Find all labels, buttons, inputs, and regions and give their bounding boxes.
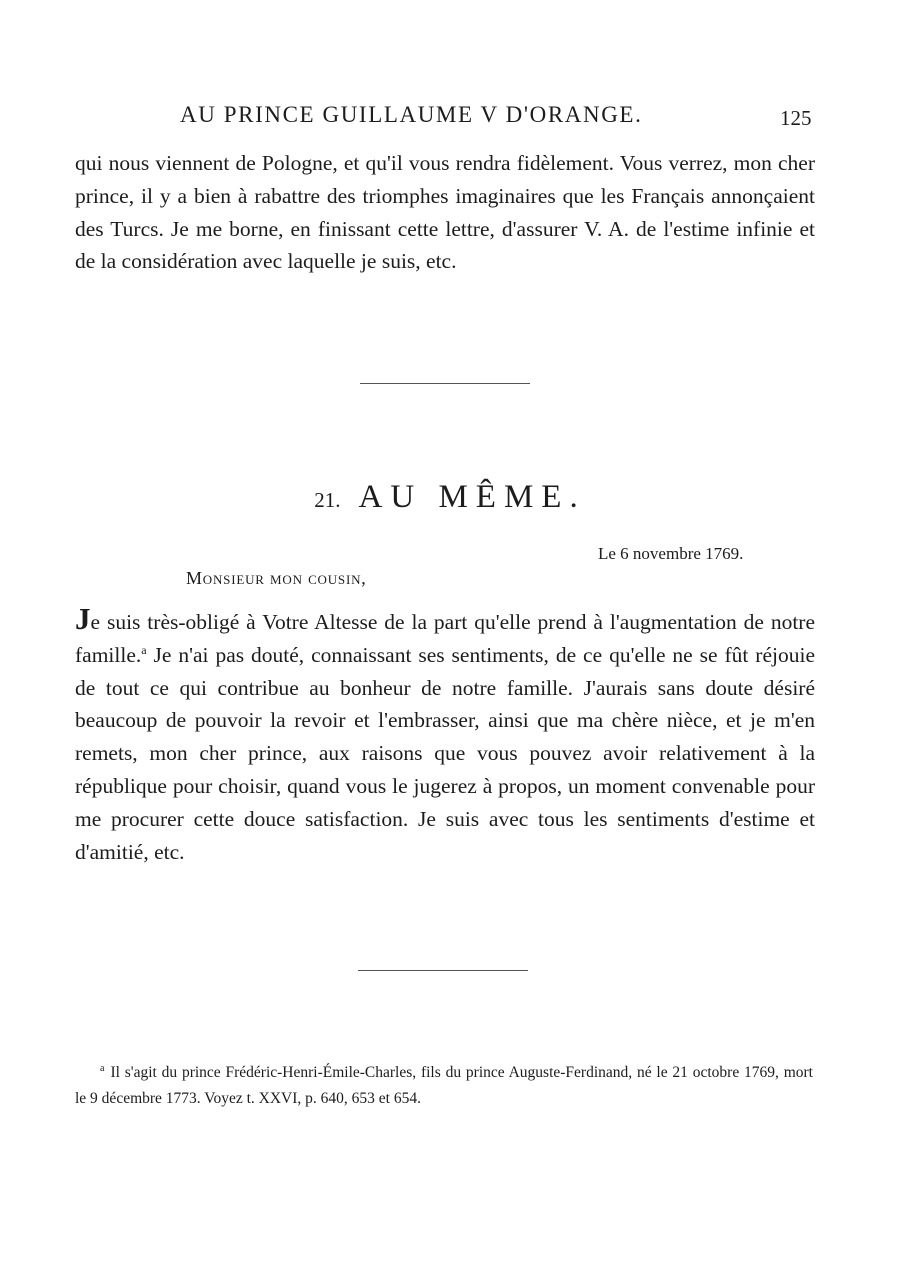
section-divider: [358, 970, 528, 971]
section-divider: [360, 383, 530, 384]
previous-letter-ending: qui nous viennent de Pologne, et qu'il vous rendra fidèlement. Vous verrez, mon cher prince, il y a bien à rabattre des triomphes imaginaires que les Français annonçaient des Turcs. Je me borne, en finissant cette lettre, d'assurer V. A. de l'estime infinie et de la considération avec laquelle je suis, etc.: [75, 151, 815, 274]
footnote: [75, 1056, 813, 1112]
footnote-marker: a: [100, 1063, 105, 1074]
page-number: 125: [780, 106, 812, 130]
letter-salutation: Monsieur mon cousin,: [186, 568, 367, 588]
letter-title: AU MÊME.: [358, 479, 586, 515]
footnote-reference[interactable]: a: [141, 642, 147, 657]
letter-heading: [0, 479, 900, 516]
letter-number: 21.: [314, 488, 341, 512]
letter-date: Le 6 novembre 1769.: [598, 544, 744, 563]
footnote-text: Il s'agit du prince Frédéric-Henri-Émile-Charles, fils du prince Auguste-Ferdinand, né le 21 octobre 1769, mort le 9 décembre 1773. Voyez t. XXVI, p. 640, 653 et 654.: [75, 1064, 813, 1107]
letter-body: [75, 601, 815, 868]
letter-initial: J: [75, 601, 91, 636]
letter-body-text-1: e suis très-obligé à Votre Altesse de la part qu'elle prend à l'augmentation de notre famille.: [75, 610, 815, 667]
letter-body-text-2: Je n'ai pas douté, connaissant ses sentiments, de ce qu'elle ne se fût réjouie de tout ce qui contribue au bonheur de notre famille. J'aurais sans doute désiré beaucoup de pouvoir la revoir et l'embrasser, ainsi que ma chère nièce, et je m'en remets, mon cher prince, aux raisons que vous pouvez avoir relativement à la république pour choisir, quand vous le jugerez à propos, un moment convenable pour me procurer cette douce satisfaction. Je suis avec tous les sentiments d'estime et d'amitié, etc.: [75, 642, 815, 864]
running-head-title: AU PRINCE GUILLAUME V D'ORANGE.: [180, 102, 643, 127]
